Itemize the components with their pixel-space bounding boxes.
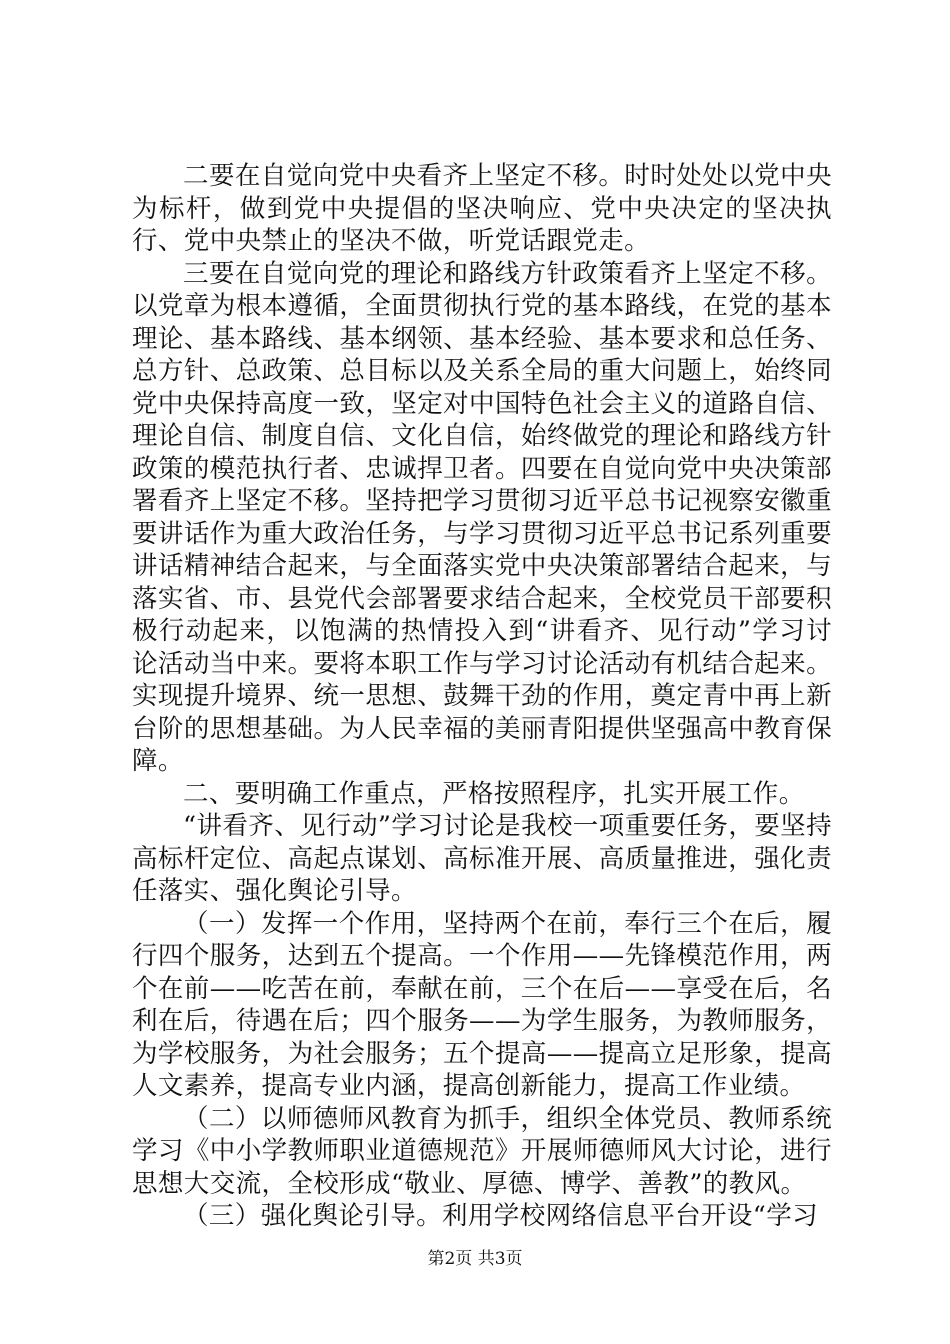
paragraph: （二）以师德师风教育为抓手，组织全体党员、教师系统学习《中小学教师职业道德规范》开展师德师风大讨论，进行思想大交流，全校形成“敬业、厚德、博学、善教”的教风。 — [132, 1103, 832, 1199]
paragraph: “讲看齐、见行动”学习讨论是我校一项重要任务，要坚持高标杆定位、高起点谋划、高标准开展、高质量推进，强化责任落实、强化舆论引导。 — [132, 811, 832, 906]
paragraph: 三要在自觉向党的理论和路线方针政策看齐上坚定不移。以党章为根本遵循，全面贯彻执行党的基本路线，在党的基本理论、基本路线、基本纲领、基本经验、基本要求和总任务、总方针、总政策、总目标以及关系全局的重大问题上，始终同党中央保持高度一致，坚定对中国特色社会主义的道路自信、理论自信、制度自信、文化自信，始终做党的理论和路线方针政策的模范执行者、忠诚捍卫者。四要在自觉向党中央决策部署看齐上坚定不移。坚持把学习贯彻习近平总书记视察安徽重要讲话作为重大政治任务，与学习贯彻习近平总书记系列重要讲话精神结合起来，与全面落实党中央决策部署结合起来，与落实省、市、县党代会部署要求结合起来，全校党员干部要积极行动起来，以饱满的热情投入到“讲看齐、见行动”学习讨论活动当中来。要将本职工作与学习讨论活动有机结合起来。实现提升境界、统一思想、鼓舞干劲的作用，奠定青中再上新台阶的思想基础。为人民幸福的美丽青阳提供坚强高中教育保障。 — [132, 258, 832, 776]
paragraph: （三）强化舆论引导。利用学校网络信息平台开设“学习 — [183, 1201, 819, 1231]
section-heading: 二、要明确工作重点，严格按照程序，扎实开展工作。 — [183, 778, 805, 809]
document-body — [132, 160, 832, 1233]
paragraph: （一）发挥一个作用，坚持两个在前，奉行三个在后，履行四个服务，达到五个提高。一个作用——先锋模范作用，两个在前——吃苦在前，奉献在前，三个在后——享受在后，名利在后，待遇在后；四个服务——为学生服务，为教师服务，为学校服务，为社会服务；五个提高——提高立足形象，提高人文素养，提高专业内涵，提高创新能力，提高工作业绩。 — [132, 908, 832, 1101]
page-number-footer: 第2页 共3页 — [427, 1249, 523, 1269]
paragraph: 二要在自觉向党中央看齐上坚定不移。时时处处以党中央为标杆，做到党中央提倡的坚决响应、党中央决定的坚决执行、党中央禁止的坚决不做，听党话跟党走。 — [132, 161, 832, 256]
